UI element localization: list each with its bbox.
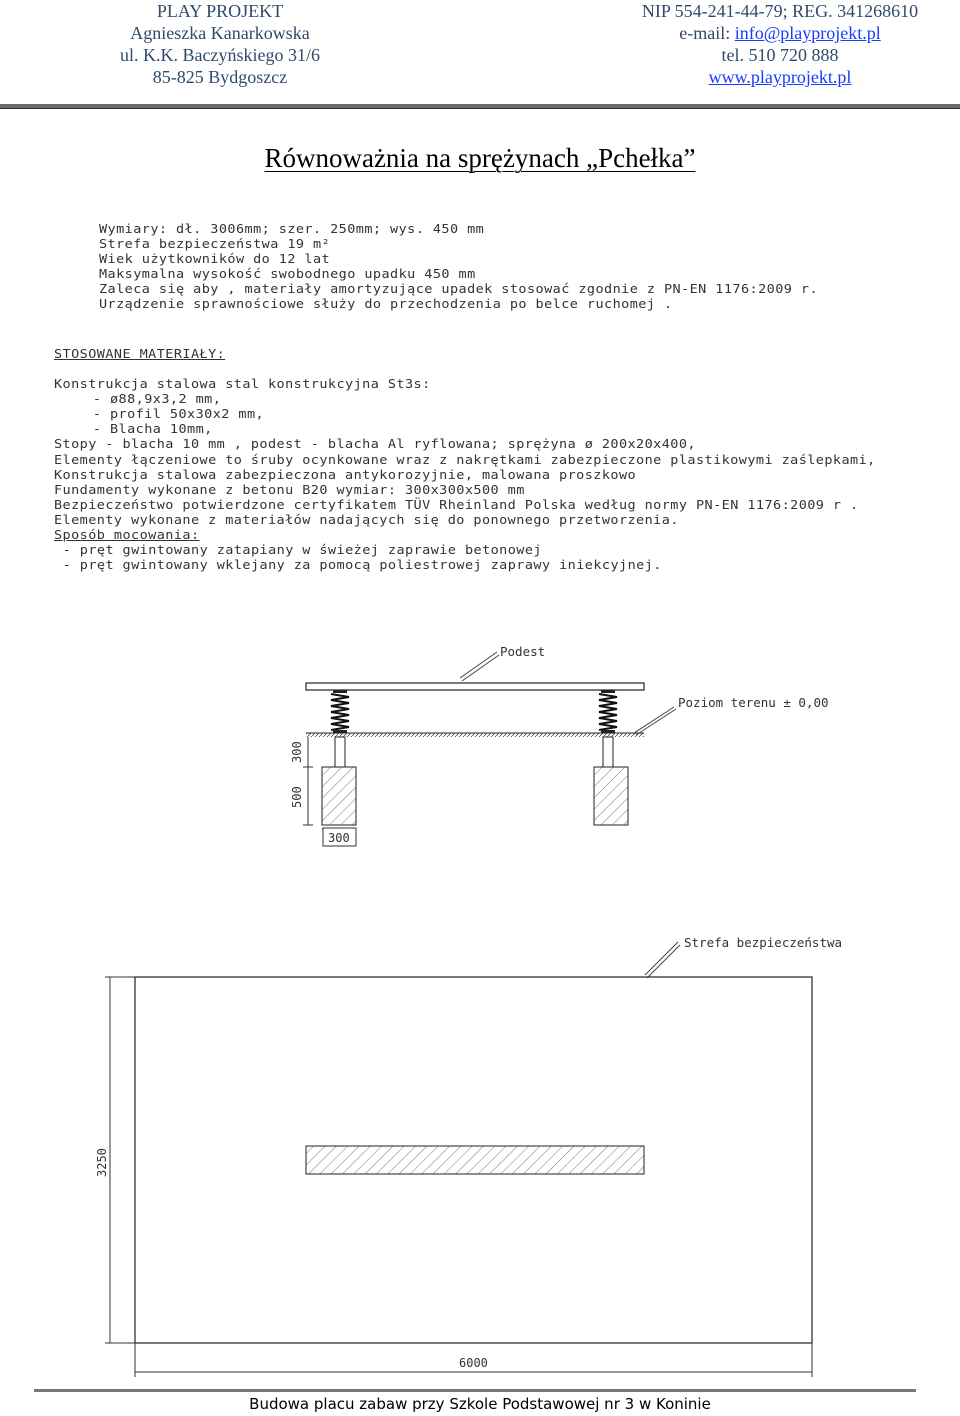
spring-left — [331, 690, 349, 733]
materials-line: Stopy - blacha 10 mm , podest - blacha Al ryflowana; sprężyna ø 200x20x400, — [54, 436, 696, 452]
spacer — [54, 361, 876, 376]
document-title — [0, 143, 960, 174]
owner-name: Agnieszka Kanarkowska — [130, 23, 310, 43]
email-line — [590, 22, 960, 44]
spec-dimensions: Wymiary: dł. 3006mm; szer. 250mm; wys. 450 mm — [99, 221, 485, 236]
zone-label: Strefa bezpieczeństwa — [684, 935, 843, 950]
page-header — [0, 0, 960, 108]
materials-line: Konstrukcja stalowa stal konstrukcyjna St3s: — [54, 376, 431, 392]
mounting-heading: Sposób mocowania: — [54, 527, 200, 543]
document-title-text: Równoważnia na sprężynach „Pchełka” — [264, 143, 696, 173]
podest-leader — [460, 652, 497, 678]
spec-fall-height: Maksymalna wysokość swobodnego upadku 450 mm — [99, 266, 476, 282]
materials-item: - profil 50x30x2 mm, — [92, 406, 265, 422]
ground-leader-2 — [636, 709, 676, 735]
company-contact — [590, 0, 960, 88]
company-address — [70, 0, 370, 88]
nip-reg: NIP 554-241-44-79; REG. 341268610 — [641, 1, 919, 21]
materials-line: Elementy łączeniowe to śruby ocynkowane wraz z nakrętkami zabezpieczone plastikowymi zaślepkami, — [54, 451, 876, 467]
dim-300-vertical: 300 — [290, 741, 304, 763]
materials-line: Elementy wykonane z materiałów nadających się do ponownego przetworzenia. — [54, 511, 679, 527]
footer-divider — [34, 1389, 916, 1392]
phone: tel. 510 720 888 — [721, 45, 839, 65]
dim-300-horizontal: 300 — [328, 831, 350, 845]
materials-item: - Blacha 10mm, — [92, 421, 213, 437]
ground-leader — [634, 707, 674, 733]
plan-view — [95, 935, 842, 1377]
website-link[interactable]: www.playprojekt.pl — [708, 67, 852, 87]
materials-heading: STOSOWANE MATERIAŁY: — [54, 346, 226, 361]
spec-safety-zone: Strefa bezpieczeństwa 19 m² — [99, 236, 331, 252]
materials-line: Fundamenty wykonane z betonu B20 wymiar: 300x300x500 mm — [54, 481, 525, 497]
post-right — [603, 737, 613, 767]
materials-line: Bezpieczeństwo potwierdzone certyfikatem TÜV Rheinland Polska według normy PN-EN 1176:2009 r . — [54, 496, 859, 512]
dim-500-vertical: 500 — [290, 786, 304, 808]
spec-recommendation: Zaleca się aby , materiały amortyzujące upadek stosować zgodnie z PN-EN 1176:2009 r. — [99, 281, 819, 297]
email-label: e-mail: — [679, 23, 735, 43]
spec-purpose: Urządzenie sprawnościowe służy do przechodzenia po belce ruchomej . — [99, 296, 673, 312]
podest-leader-2 — [462, 655, 499, 681]
materials-item: - ø88,9x3,2 mm, — [92, 391, 222, 407]
technical-drawing — [0, 600, 960, 1390]
spring-right — [599, 690, 617, 733]
mounting-item: - pręt gwintowany wklejany za pomocą poliestrowej zaprawy iniekcyjnej. — [62, 557, 662, 573]
beam-plan — [306, 1146, 644, 1174]
foundation-right — [594, 767, 628, 825]
post-left — [335, 737, 345, 767]
page-footer: Budowa placu zabaw przy Szkole Podstawowej nr 3 w Koninie — [249, 1395, 711, 1413]
www-line — [590, 66, 960, 88]
city-address: 85-825 Bydgoszcz — [152, 67, 288, 87]
dim-3250: 3250 — [95, 1148, 109, 1177]
street-address: ul. K.K. Baczyńskiego 31/6 — [120, 45, 320, 65]
podest-label: Podest — [500, 644, 546, 659]
spec-block — [99, 221, 818, 312]
dim-6000: 6000 — [459, 1356, 488, 1370]
mounting-item: - pręt gwintowany zatapiany w świeżej zaprawie betonowej — [62, 542, 542, 558]
spec-age: Wiek użytkowników do 12 lat — [99, 251, 331, 267]
header-divider — [0, 104, 960, 109]
materials-line: Konstrukcja stalowa zabezpieczona antykorozyjnie, malowana proszkowo — [54, 466, 637, 482]
company-name: PLAY PROJEKT — [156, 1, 284, 21]
foundation-left — [322, 767, 356, 825]
zone-leader — [645, 942, 678, 975]
ground-strip — [306, 733, 644, 737]
podest-plank — [306, 683, 644, 690]
side-elevation — [290, 644, 829, 846]
email-link[interactable]: info@playprojekt.pl — [734, 23, 881, 43]
zone-leader-2 — [647, 945, 680, 978]
ground-label: Poziom terenu ± 0,00 — [678, 695, 829, 710]
materials-block — [54, 346, 876, 572]
